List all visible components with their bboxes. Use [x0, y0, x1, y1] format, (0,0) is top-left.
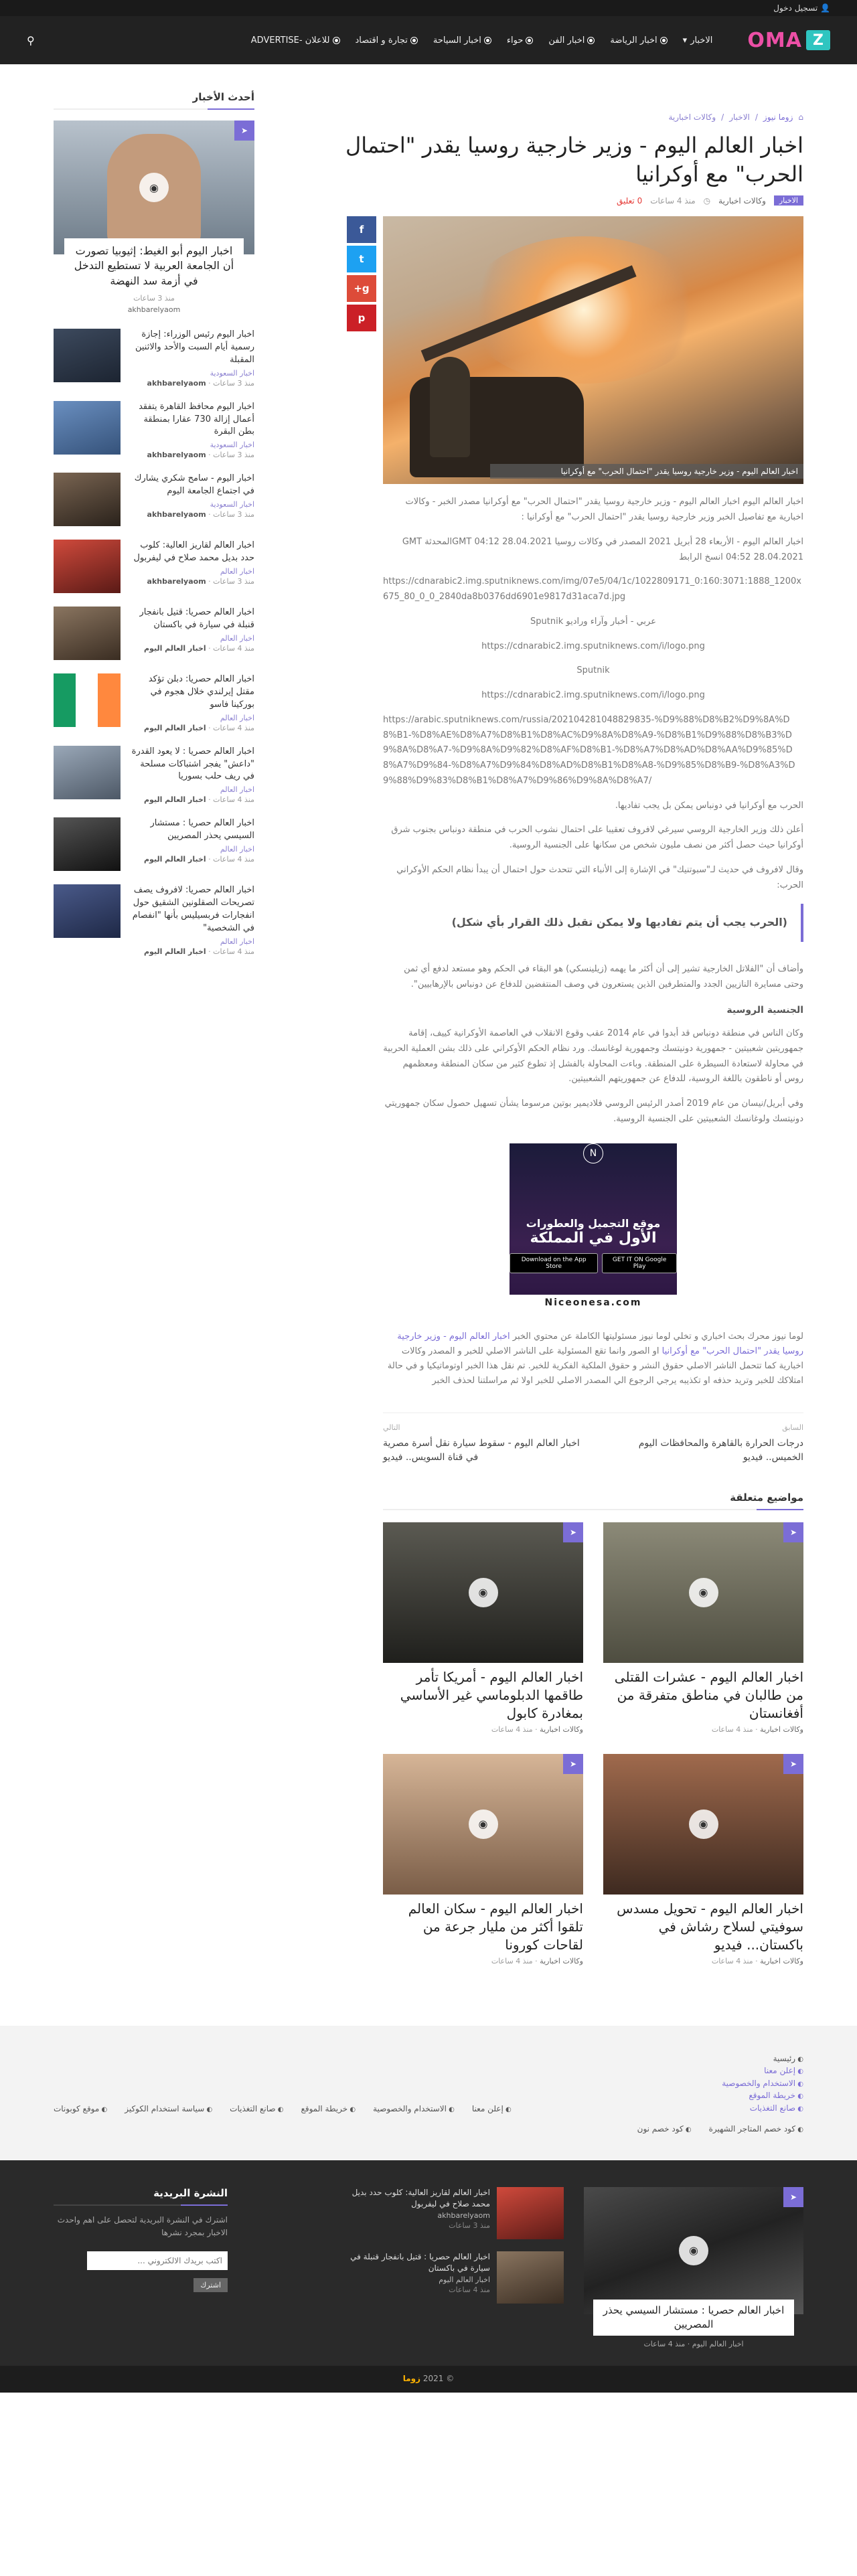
sidebar-thumb	[54, 746, 121, 799]
breadcrumb-category[interactable]: الاخبار	[729, 112, 750, 122]
related-section	[383, 1492, 803, 1965]
paragraph: وفي أبريل/نيسان من عام 2019 أصدر الرئيس الروسي فلاديمير بوتين مرسوما يشأن تسهيل حصول سكان جمهوريتي دونيتسك ولوغانسك الشعبيتين على الجنسية الروسية.	[384, 1099, 803, 1124]
post-body	[383, 216, 803, 1965]
circle-icon	[661, 37, 667, 44]
breadcrumb-sep: /	[721, 112, 724, 122]
nav-art[interactable]: اخبار الفن	[540, 35, 602, 46]
circle-icon	[526, 37, 532, 44]
sidebar-item[interactable]: اخبار اليوم - سامح شكري يشارك في اجتماع الجامعة اليوم اخبار السعودية منذ 3 ساعات · akhbarelyaom	[54, 473, 254, 526]
related-card[interactable]: ➤ ◉ اخبار العالم اليوم - أمريكا تأمر طاقمها الدبلوماسي غير الأساسي بمغادرة كابول وكالات اخبارية · منذ 4 ساعات	[383, 1522, 583, 1734]
paragraph: اخبار العالم اليوم اخبار العالم اليوم - وزير خارجية روسيا يقدر "احتمال الحرب" مع أوكرانيا مصدر الخبر - وكالات اخبارية مع تفاصيل الخبر وزير خارجية روسيا يقدر "احتمال الحرب" مع أوكرانيا :	[405, 497, 803, 523]
main-navbar	[0, 16, 857, 64]
footer-link[interactable]: ◐ إعلن معنا	[472, 2104, 512, 2113]
sidebar-thumb	[54, 673, 121, 727]
sidebar-thumb	[54, 473, 121, 526]
footer-news-item[interactable]: اخبار العالم حصريا : قتيل بانفجار قنبلة في سيارة في باكستان اخبار العالم اليوم منذ 4 ساعات	[349, 2251, 564, 2304]
top-bar	[0, 0, 857, 16]
sidebar-thumb	[54, 817, 121, 871]
sidebar-thumb	[54, 401, 121, 455]
paragraph-url: https://cdnarabic2.img.sputniknews.com/img/07e5/04/1c/1022809171_0:160:3071:1888_1200x675_80_0_0_2840da8b0376dd6901e9817d31aca7d.jpg	[383, 576, 801, 602]
article-author[interactable]: وكالات اخبارية	[718, 195, 766, 206]
related-heading: مواضيع متعلقة	[383, 1492, 803, 1510]
feature-image	[54, 120, 254, 254]
circle-icon	[588, 37, 594, 44]
footer-widgets	[0, 2160, 857, 2366]
paragraph-url: https://cdnarabic2.img.sputniknews.com/i/logo.png	[481, 690, 705, 701]
send-icon: ➤	[563, 1522, 583, 1542]
circle-icon	[411, 37, 417, 44]
article-hero-image	[383, 216, 803, 484]
chevron-down-icon: ▾	[682, 35, 688, 46]
logo-word: OMA	[747, 28, 802, 52]
breadcrumb-subcategory[interactable]: وكالات اخبارية	[668, 112, 716, 122]
app-store-badge[interactable]: Download on the App Store	[510, 1253, 598, 1273]
logo-mark: Z	[806, 30, 830, 50]
nav-sports[interactable]: اخبار الرياضة	[602, 35, 674, 46]
related-image	[603, 1754, 803, 1895]
send-icon: ➤	[783, 1522, 803, 1542]
sidebar-item[interactable]: اخبار اليوم محافظ القاهرة يتفقد أعمال إزالة 730 عقارا بمنطقة بطن البقرة اخبار السعودية منذ 3 ساعات · akhbarelyaom	[54, 401, 254, 460]
circle-icon	[333, 37, 339, 44]
footer-feature[interactable]: ➤ ◉ اخبار العالم حصريا : مستشار السيسي يحذر المصريين اخبار العالم اليوم · منذ 4 ساعات	[584, 2187, 803, 2348]
related-card[interactable]: ➤ ◉ اخبار العالم اليوم - سكان العالم تلقوا أكثر من مليار جرعة من لقاحات كورونا وكالات اخبارية · منذ 4 ساعات	[383, 1754, 583, 1965]
send-icon: ➤	[783, 1754, 803, 1774]
blockquote: (الحرب يجب أن يتم تفاديها ولا يمكن تقبل ذلك القرار بأي شكل)	[383, 904, 803, 942]
footer-link[interactable]: ◐ صانع التغذيات	[230, 2104, 283, 2113]
footer-links	[0, 2026, 857, 2160]
nav-advertise[interactable]: للاعلان -ADVERTISE	[243, 35, 347, 46]
related-card[interactable]: ➤ ◉ اخبار العالم اليوم - تحويل مسدس سوفيتي لسلاح رشاش في باكستان... فيديو وكالات اخبارية · منذ 4 ساعات	[603, 1754, 803, 1965]
footer-link[interactable]: ◐ خريطة الموقع	[749, 2091, 803, 2100]
sidebar-thumb	[54, 607, 121, 660]
soldier-shape	[430, 357, 470, 457]
article-column	[335, 91, 803, 1965]
footer-link[interactable]: ◐ كود خصم نون	[637, 2124, 692, 2134]
sidebar-thumb	[54, 329, 121, 382]
footer-link[interactable]: ◐ كود خصم المتاجر الشهيرة	[709, 2124, 803, 2134]
sidebar-thumb	[54, 884, 121, 938]
footer-link[interactable]: ◐ صانع التغذيات	[750, 2103, 803, 2113]
next-article-link[interactable]: التالي اخبار العالم اليوم - سقوط سيارة نقل أسرة مصرية في قناة السويس.. فيديو	[383, 1423, 580, 1463]
sidebar-item[interactable]: اخبار العالم حصريا : مستشار السيسي يحذر المصريين اخبار العالم منذ 4 ساعات · اخبار العالم اليوم	[54, 817, 254, 871]
send-icon: ➤	[234, 120, 254, 141]
nav-tourism[interactable]: اخبار السياحة	[425, 35, 499, 46]
footer-link[interactable]: ◐ إعلن معنا	[764, 2066, 803, 2075]
category-badge[interactable]: الاخبار	[774, 195, 803, 206]
camera-icon: ◉	[679, 2236, 708, 2265]
brand-logo: N	[583, 1143, 603, 1163]
sidebar-heading: أحدث الأخبار	[54, 91, 254, 110]
article-meta	[335, 195, 803, 206]
nav-news[interactable]: الاخبار ▾	[682, 35, 713, 46]
user-icon: 👤	[820, 3, 830, 13]
ad-title-1: موقع التجميل والعطورات	[526, 1216, 661, 1230]
home-icon: ⌂	[798, 112, 803, 122]
paragraph-url: https://cdnarabic2.img.sputniknews.com/i/logo.png	[481, 641, 705, 651]
prev-article-link[interactable]: السابق درجات الحرارة بالقاهرة والمحافظات اليوم الخميس.. فيديو	[638, 1423, 803, 1463]
footer-thumb	[497, 2187, 564, 2239]
breadcrumb-sep: /	[755, 112, 758, 122]
footer-news-list	[349, 2187, 564, 2348]
sidebar-item[interactable]: اخبار العالم حصريا: قتيل بانفجار قنبلة في سيارة في باكستان اخبار العالم منذ 4 ساعات · اخبار العالم اليوم	[54, 607, 254, 660]
footer-thumb	[497, 2251, 564, 2304]
newsletter-subscribe-button[interactable]: اشترك	[193, 2278, 228, 2292]
smoke-shape	[463, 236, 704, 384]
circle-icon	[485, 37, 491, 44]
nav-economy[interactable]: تجارة و اقتصاد	[347, 35, 425, 46]
google-play-badge[interactable]: GET IT ON Google Play	[602, 1253, 677, 1273]
paragraph: عربي - أخبار وآراء وراديو Sputnik	[530, 616, 656, 627]
twitter-icon[interactable]: t	[347, 246, 376, 272]
subheading: الجنسية الروسية	[726, 1004, 803, 1016]
paragraph: الحرب مع أوكرانيا في دونباس يمكن بل يجب تفاديها.	[615, 800, 803, 811]
copyright-bar: © 2021 زوما	[0, 2366, 857, 2393]
related-image	[383, 1522, 583, 1663]
sidebar-item[interactable]: اخبار العالم حصريا: دبلن تؤكد مقتل إيرلندي خلال هجوم في بوركينا فاسو اخبار العالم منذ 4 ساعات · اخبار العالم اليوم	[54, 673, 254, 732]
paragraph: وقال لافروف في حديث لـ"سبوتنيك" في الإشارة إلى الأنباء التي تتحدث حول احتمال أن يبدأ نظام الحكم الأوكراني الحرب:	[396, 864, 803, 890]
disclaimer: لوما نيوز محرك بحث اخباري و تخلي لوما نيوز مسئوليتها الكاملة عن محتوي الخبر اخبار العالم اليوم - وزير خارجية روسيا يقدر "احتمال الحرب" مع أوكرانيا او الصور وانما تقع المسئولية على الناشر الاصلي للخبر و المصدر وكالات اخبارية كما تتحمل الناشر الاصلي حقوق النشر و حقوق الملكية الفكرية للخبر. تم نقل هذا الخبر اوتوماتيكيا و في حالة امتلاكك للخبر وتريد حذفه او تكذيبه يرجي الرجوع الي المصدر الاصلي للخبر اولا ثم مراسلتنا لحذف الخبر	[387, 1331, 803, 1386]
camera-icon: ◉	[689, 1578, 718, 1607]
footer-link[interactable]: ◐ الاستخدام والخصوصية	[722, 2079, 803, 2088]
sidebar-list	[54, 329, 254, 956]
footer-feature-image	[584, 2187, 803, 2314]
main-nav	[35, 35, 721, 46]
related-card[interactable]: ➤ ◉ اخبار العالم اليوم - عشرات القتلى من طالبان في مناطق متفرقة من أفغانستان وكالات اخبارية · منذ 4 ساعات	[603, 1522, 803, 1734]
sidebar-thumb	[54, 540, 121, 593]
footer-link[interactable]: ◐ موقع كوبونات	[54, 2104, 107, 2113]
prev-next-nav	[383, 1413, 803, 1465]
footer-link[interactable]: ◐ خريطة الموقع	[301, 2104, 356, 2113]
camera-icon: ◉	[689, 1809, 718, 1839]
paragraph: وكان الناس في منطقة دونباس قد أبدوا في عام 2014 عقب وقوع الانقلاب في العاصمة الأوكرانية كييف، إقامة جمهوريتين شعبيتين - جمهورية دونيتسك وجمهورية لوغانسك. ورد نظام الحكم الأوكراني على ذلك بشن العملية الحربية في محاولة لاستعادة السيطرة على المنطقة. وباءت المحاولة بالفشل إذ تطوع كثير من سكان المنطقة ومعظمهم روس أو ناطقون باللغة الروسية، للدفاع عن جمهوريتهم الشعبيتين.	[383, 1028, 803, 1084]
sidebar	[54, 91, 254, 1965]
search-icon[interactable]: ⚲	[27, 33, 35, 47]
pinterest-icon[interactable]: p	[347, 305, 376, 331]
sidebar-feature[interactable]: ➤ ◉ اخبار اليوم أبو الغيط: إثيوبيا تصورت أن الجامعة العربية لا تستطيع التدخل في أزمة سد النهضة منذ 3 ساعات akhbarelyaom	[54, 120, 254, 314]
sidebar-item[interactable]: اخبار العالم لقاريز العالية: كلوب حدد بديل محمد صلاح في ليفربول اخبار العالم منذ 3 ساعات · akhbarelyaom	[54, 540, 254, 593]
related-image	[603, 1522, 803, 1663]
breadcrumb	[335, 112, 803, 122]
paragraph-url: https://arabic.sputniknews.com/russia/202104281048829835-%D9%88%D8%B2%D9%8A%D8%B1-%D8%AE%D8%A7%D8%B1%D8%AC%D9%8A%D8%A9-%D8%B1%D9%88%D8%B3%D9%8A%D8%A7-%D9%8A%D9%82%D8%AF%D8%B1-%D8%A7%D8%AD%D8%AA%D9%85%D8%A7%D9%84-%D8%A7%D9%84%D8%AD%D8%B1%D8%A8-%D9%85%D8%B9-%D8%A3%D9%88%D9%83%D8%B1%D8%A7%D9%86%D9%8A%D8%A7/	[383, 714, 795, 786]
facebook-icon[interactable]: f	[347, 216, 376, 243]
ad-banner[interactable]	[510, 1143, 677, 1311]
footer-link-home[interactable]: ◐ رئيسية	[773, 2054, 803, 2063]
footer-link[interactable]: ◐ الاستخدام والخصوصية	[373, 2104, 455, 2113]
ad-site: Niceonesa.com	[510, 1295, 677, 1311]
clock-icon: ◷	[703, 195, 711, 206]
article-body	[383, 495, 803, 1127]
send-icon: ➤	[563, 1754, 583, 1774]
send-icon: ➤	[783, 2187, 803, 2207]
login-link[interactable]: تسجيل دخول	[773, 3, 818, 13]
paragraph: أعلن ذلك وزير الخارجية الروسي سيرغي لافروف تعقيبا على احتمال نشوب الحرب في منطقة دونباس بجنوب شرق أوكرانيا حيث حصل أكثر من نصف مليون شخص من سكانها على الجنسية الروسية.	[391, 825, 803, 851]
post-area	[335, 216, 803, 1965]
store-badges	[510, 1253, 677, 1273]
newsletter-email-input[interactable]	[87, 2251, 228, 2270]
related-image	[383, 1754, 583, 1895]
paragraph: وأضاف أن "الفلاتل الخارجية تشير إلى أن أكثر ما يهمه (زيلينسكي) هو البقاء في الحكم وهو مستعد لدفع أي ثمن وحتى مسايرة النازيين الجدد والمتطرفين الذين يستعرون في وصف المنتفضين للدفاع عن دونباس بالإرهابيين".	[404, 964, 803, 989]
article-title: اخبار العالم اليوم - وزير خارجية روسيا يقدر "احتمال الحرب" مع أوكرانيا	[345, 133, 803, 187]
article-date: منذ 4 ساعات	[650, 195, 696, 206]
page-wrapper	[54, 91, 803, 1965]
nav-women[interactable]: حواء	[499, 35, 540, 46]
camera-icon: ◉	[469, 1809, 498, 1839]
footer-news-item[interactable]: اخبار العالم لقاريز العالية: كلوب حدد بديل محمد صلاح في ليفربول akhbarelyaom منذ 3 ساعات	[349, 2187, 564, 2239]
copyright-brand: زوما	[402, 2373, 421, 2383]
sidebar-item[interactable]: اخبار العالم حصريا: لافروف يصف تصريحات الصقلونين الشقيق حول انفجارات فربسيليس بأنها "انفصام في الشخصية" اخبار العالم منذ 4 ساعات · اخبار العالم اليوم	[54, 884, 254, 955]
google-plus-icon[interactable]: g+	[347, 275, 376, 302]
footer-link[interactable]: ◐ سياسة استخدام الكوكيز	[125, 2104, 212, 2113]
newsletter-text: اشترك في النشرة البريدية لتحصل على اهم واحدث الاخبار بمجرد نشرها	[57, 2215, 228, 2237]
image-caption: اخبار العالم اليوم - وزير خارجية روسيا يقدر "احتمال الحرب" مع أوكرانيا	[490, 464, 803, 479]
site-logo[interactable]	[747, 29, 830, 52]
newsletter	[54, 2187, 228, 2348]
disclaimer-link[interactable]: اخبار العالم اليوم - وزير خارجية روسيا يقدر "احتمال الحرب" مع أوكرانيا	[397, 1331, 803, 1356]
paragraph: Sputnik	[576, 665, 610, 676]
breadcrumb-home[interactable]: زوما نيوز	[763, 112, 793, 122]
paragraph: اخبار العالم اليوم - الأربعاء 28 أبريل 2021 المصدر في وكالات روسيا GMT 04:12 28.04.2021المحدثة GMT 04:52 28.04.2021 انسخ الرابط	[402, 536, 803, 562]
camera-icon: ◉	[139, 173, 169, 202]
sidebar-item[interactable]: اخبار اليوم رئيس الوزراء: إجازة رسمية أيام السبت والأحد والاثنين المقبلة اخبار السعودية منذ 3 ساعات · akhbarelyaom	[54, 329, 254, 388]
sidebar-item[interactable]: اخبار العالم حصريا : لا يعود القدرة "داعش" يفجر اشتباكات مسلحة في ريف حلب بسوريا اخبار العالم منذ 4 ساعات · اخبار العالم اليوم	[54, 746, 254, 805]
comments-count[interactable]: 0 تعليق	[617, 195, 643, 206]
camera-icon: ◉	[469, 1578, 498, 1607]
ad-title-2: الأول في المملكة	[530, 1229, 657, 1246]
newsletter-title: النشرة البريدية	[54, 2187, 228, 2206]
share-bar	[347, 216, 376, 1965]
